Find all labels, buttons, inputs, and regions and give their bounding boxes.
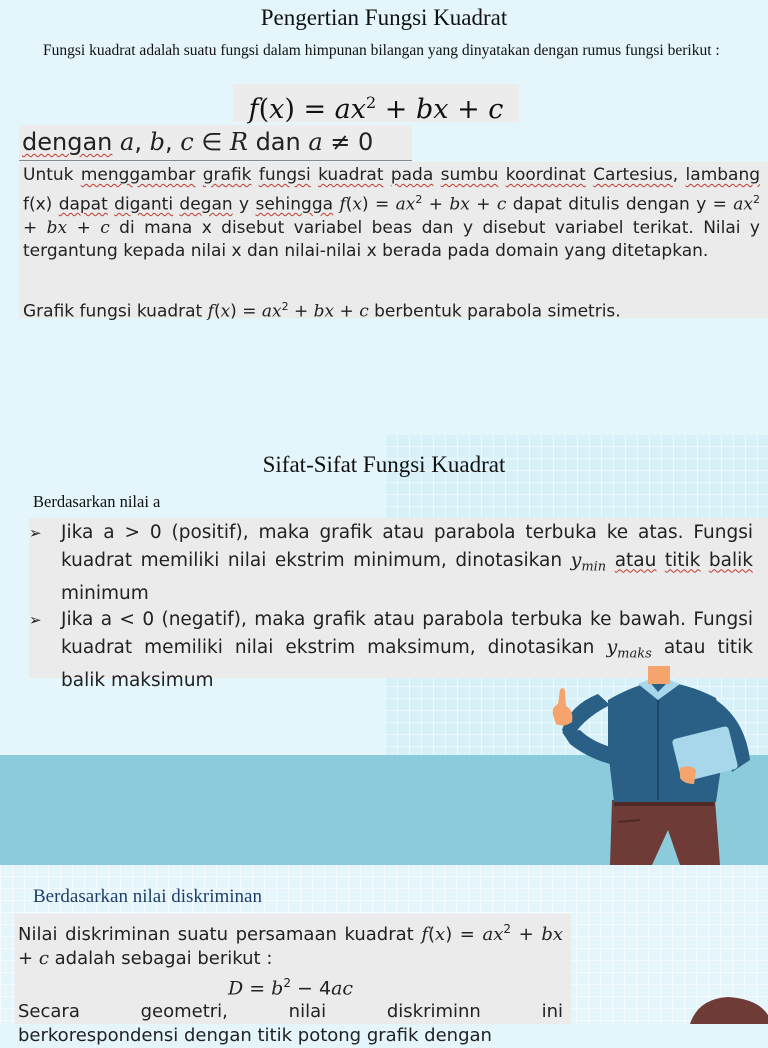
list-item: ➢ Jika a > 0 (positif), maka grafik atau parabola terbuka ke atas. Fungsi kuadrat memiliki nilai ekstrim minimum, dinotasikan $y_{min}$ atau titik balik minimum — [29, 520, 753, 607]
arrow-bullet-icon: ➢ — [29, 524, 42, 542]
discriminant-text — [18, 917, 563, 1048]
formula-box — [233, 84, 519, 125]
intro-text: Fungsi kuadrat adalah suatu fungsi dalam himpunan bilangan yang dinyatakan dengan rumus fungsi berikut : — [43, 42, 720, 59]
section2-subtitle: Berdasarkan nilai a — [33, 492, 161, 511]
main-formula: $f(x) = ax^2$ + bx + c — [248, 93, 504, 125]
geometry-paragraph-cont: berkorespondensi dengan titik potong grafik dengan — [18, 1025, 492, 1047]
condition-text: dengan a, b, c ∈ R dan a ≠ 0 — [22, 128, 374, 156]
arrow-bullet-icon: ➢ — [29, 611, 42, 630]
list-item: ➢ Jika a < 0 (negatif), maka grafik atau parabola terbuka ke bawah. Fungsi kuadrat memiliki nilai ekstrim maksimum, dinotasikan $y_{maks}$ atau titik balik maksimum — [29, 607, 753, 694]
section2-title: Sifat-Sifat Fungsi Kuadrat — [262, 452, 506, 477]
section3-subtitle: Berdasarkan nilai diskriminan — [33, 886, 262, 907]
discriminant-intro: Nilai diskriminan suatu persamaan kuadrat $f(x) = ax^2$ + bx + c adalah sebagai berikut : — [18, 922, 563, 969]
teacher-illustration — [540, 660, 768, 870]
intro-paragraph — [43, 38, 733, 63]
condition-box — [19, 125, 412, 161]
geometry-paragraph: Secara geometri, nilai diskriminn ini — [18, 1001, 563, 1023]
explanation-paragraph: Untuk menggambar grafik fungsi kuadrat pada sumbu koordinat Cartesius, lambang f(x) dapat diganti degan y sehingga $f(x) = ax^2$ + bx + c dapat ditulis dengan $y = ax^2$ + bx + c di mana x disebut variabel beas dan y disebut variabel terikat. Nilai y tergantung kepada nilai x dan nilai-nilai x berada pada domain yang ditetapkan. — [23, 165, 761, 262]
page-title: Pengertian Fungsi Kuadrat — [260, 5, 508, 30]
second-character-hair — [690, 995, 768, 1024]
pointing-hand — [553, 688, 573, 726]
pants — [610, 800, 720, 865]
discriminant-formula: $D = b^2 - 4ac$ — [227, 976, 354, 1000]
graph-note: Grafik fungsi kuadrat $f(x) = ax^2$ + bx + c berbentuk parabola simetris. — [23, 300, 621, 322]
